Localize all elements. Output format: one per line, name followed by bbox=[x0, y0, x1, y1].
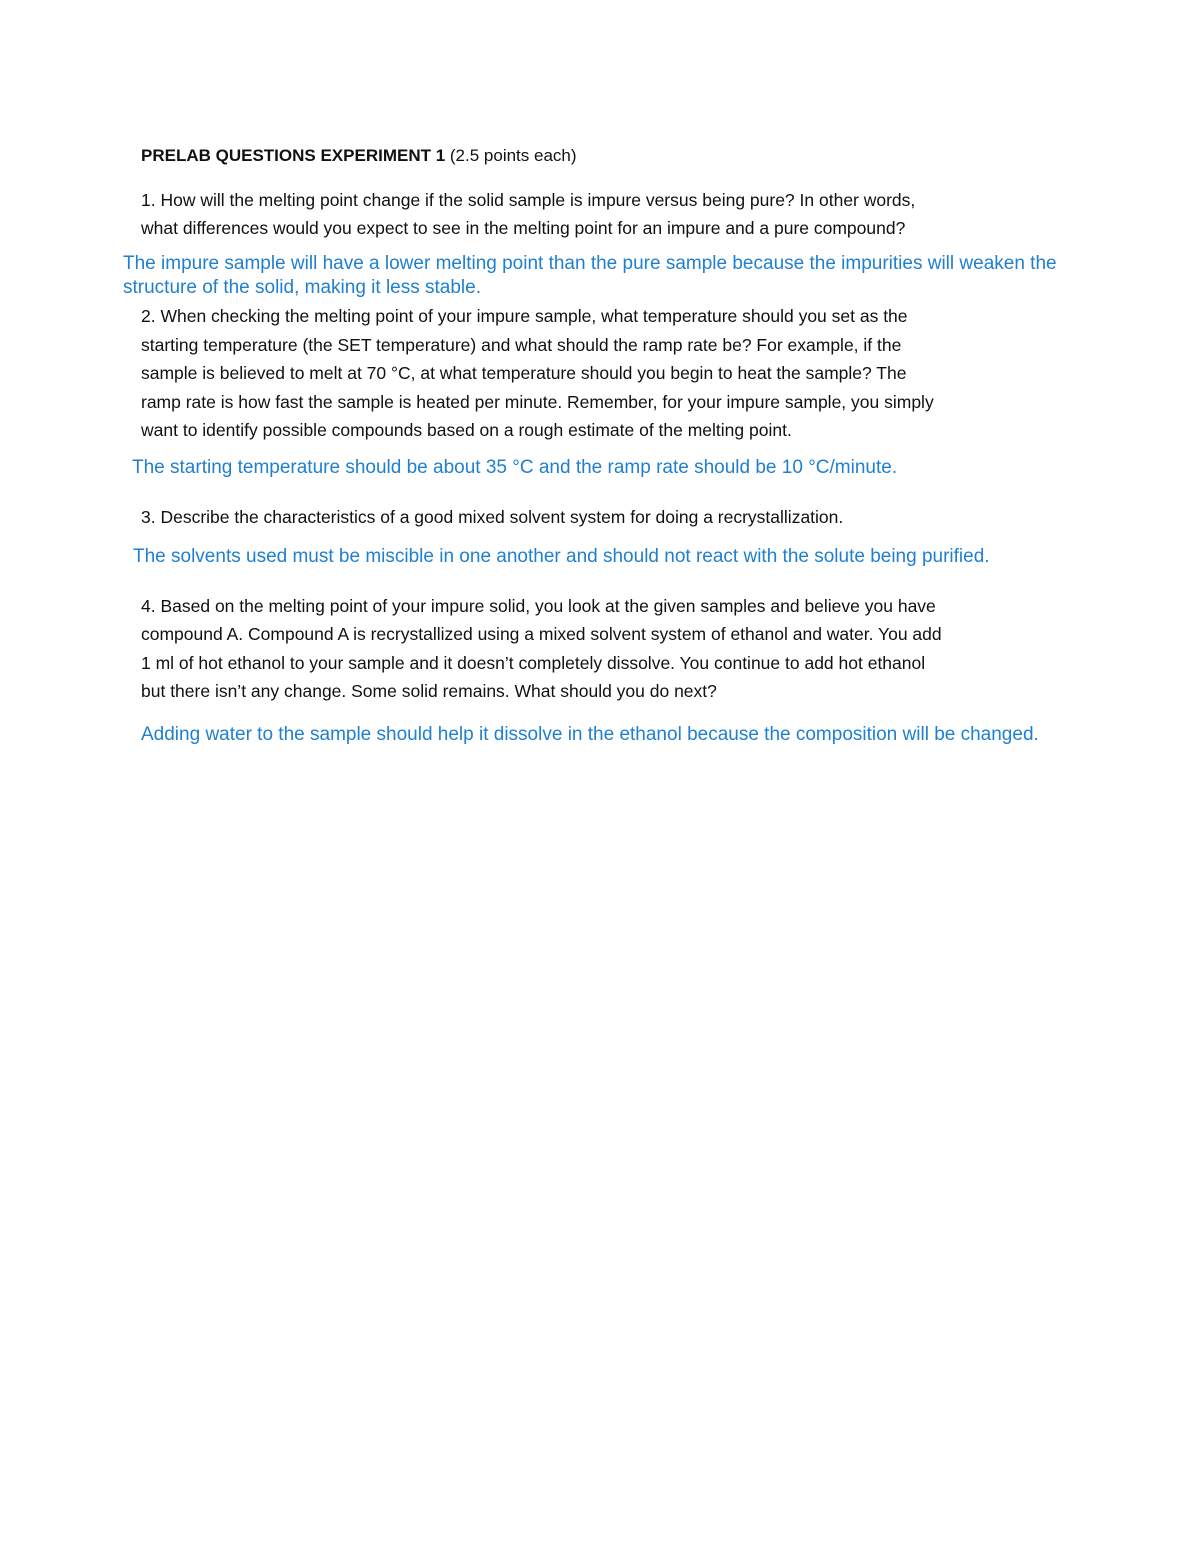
answer-1-line-1: The impure sample will have a lower melting point than the pure sample because the impurities will weaken the bbox=[123, 253, 1057, 274]
page-title-points: (2.5 points each) bbox=[445, 146, 577, 165]
question-4-line-2: compound A. Compound A is recrystallized using a mixed solvent system of ethanol and water. You add bbox=[141, 624, 942, 644]
question-4-line-3: 1 ml of hot ethanol to your sample and it doesn’t completely dissolve. You continue to add hot ethanol bbox=[141, 653, 926, 673]
answer-1-line-2: structure of the solid, making it less stable. bbox=[123, 277, 481, 298]
question-4-line-1: 4. Based on the melting point of your impure solid, you look at the given samples and believe you have bbox=[141, 596, 936, 616]
question-4-line-4: but there isn’t any change. Some solid remains. What should you do next? bbox=[141, 681, 717, 701]
question-1-line-2: what differences would you expect to see in the melting point for an impure and a pure compound? bbox=[141, 218, 906, 238]
answer-2-line-1: The starting temperature should be about 35 °C and the ramp rate should be 10 °C/minute. bbox=[132, 457, 898, 478]
question-2-line-5: want to identify possible compounds based on a rough estimate of the melting point. bbox=[141, 420, 792, 440]
question-1-line-1: 1. How will the melting point change if the solid sample is impure versus being pure? In other words, bbox=[141, 190, 916, 210]
answer-3-line-1: The solvents used must be miscible in one another and should not react with the solute being purified. bbox=[133, 546, 990, 567]
page-title bbox=[141, 145, 577, 167]
question-2-line-1: 2. When checking the melting point of your impure sample, what temperature should you set as the bbox=[141, 306, 908, 326]
question-3-line-1: 3. Describe the characteristics of a good mixed solvent system for doing a recrystallization. bbox=[141, 507, 844, 527]
question-2-line-2: starting temperature (the SET temperature) and what should the ramp rate be? For example, if the bbox=[141, 335, 902, 355]
question-2-line-4: ramp rate is how fast the sample is heated per minute. Remember, for your impure sample, you simply bbox=[141, 392, 934, 412]
page-title-bold: PRELAB QUESTIONS EXPERIMENT 1 bbox=[141, 146, 446, 165]
answer-4-line-1: Adding water to the sample should help it dissolve in the ethanol because the composition will be changed. bbox=[141, 724, 1039, 745]
question-2-line-3: sample is believed to melt at 70 °C, at what temperature should you begin to heat the sample? The bbox=[141, 363, 907, 383]
